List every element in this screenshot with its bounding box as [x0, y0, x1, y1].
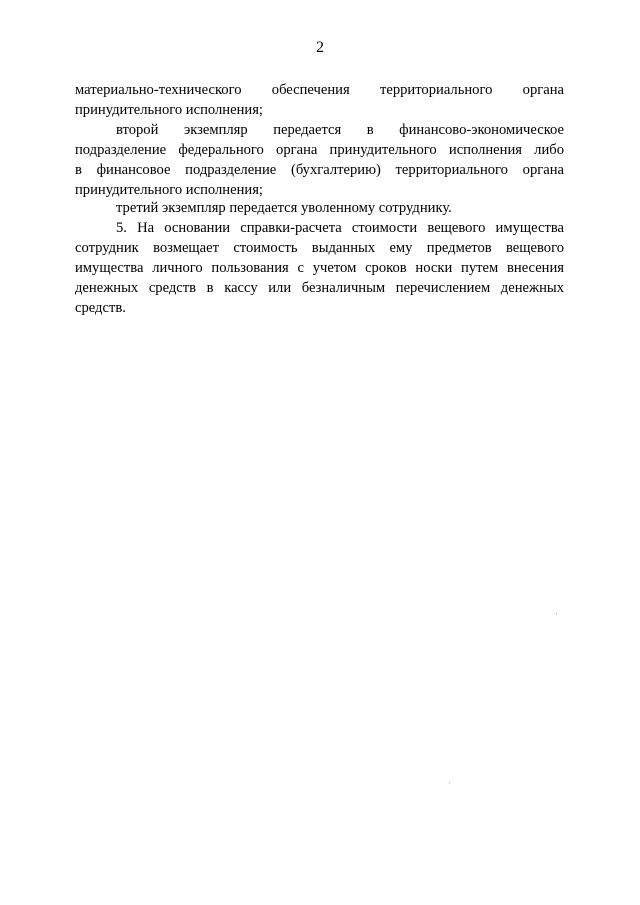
paragraph-line: сотрудник возмещает стоимость выданных ему предметов вещевого	[75, 240, 564, 256]
paragraph-line: принудительного исполнения;	[75, 102, 263, 118]
paragraph-line: материально-технического обеспечения территориального органа	[75, 82, 564, 98]
paragraph-line: в финансовое подразделение (бухгалтерию) территориального органа	[75, 162, 564, 178]
scan-artifact	[556, 612, 557, 615]
paragraph-line: 5. На основании справки-расчета стоимости вещевого имущества	[116, 220, 564, 236]
scan-artifact	[449, 782, 450, 784]
page-number: 2	[316, 39, 324, 56]
paragraph-line: средств.	[75, 300, 126, 316]
paragraph-line: денежных средств в кассу или безналичным перечислением денежных	[75, 280, 564, 296]
paragraph-line: третий экземпляр передается уволенному сотруднику.	[116, 200, 452, 216]
paragraph-line: второй экземпляр передается в финансово-экономическое	[116, 122, 564, 138]
paragraph-line: подразделение федерального органа принудительного исполнения либо	[75, 142, 564, 158]
paragraph-line: принудительного исполнения;	[75, 182, 263, 198]
paragraph-line: имущества личного пользования с учетом сроков носки путем внесения	[75, 260, 564, 276]
